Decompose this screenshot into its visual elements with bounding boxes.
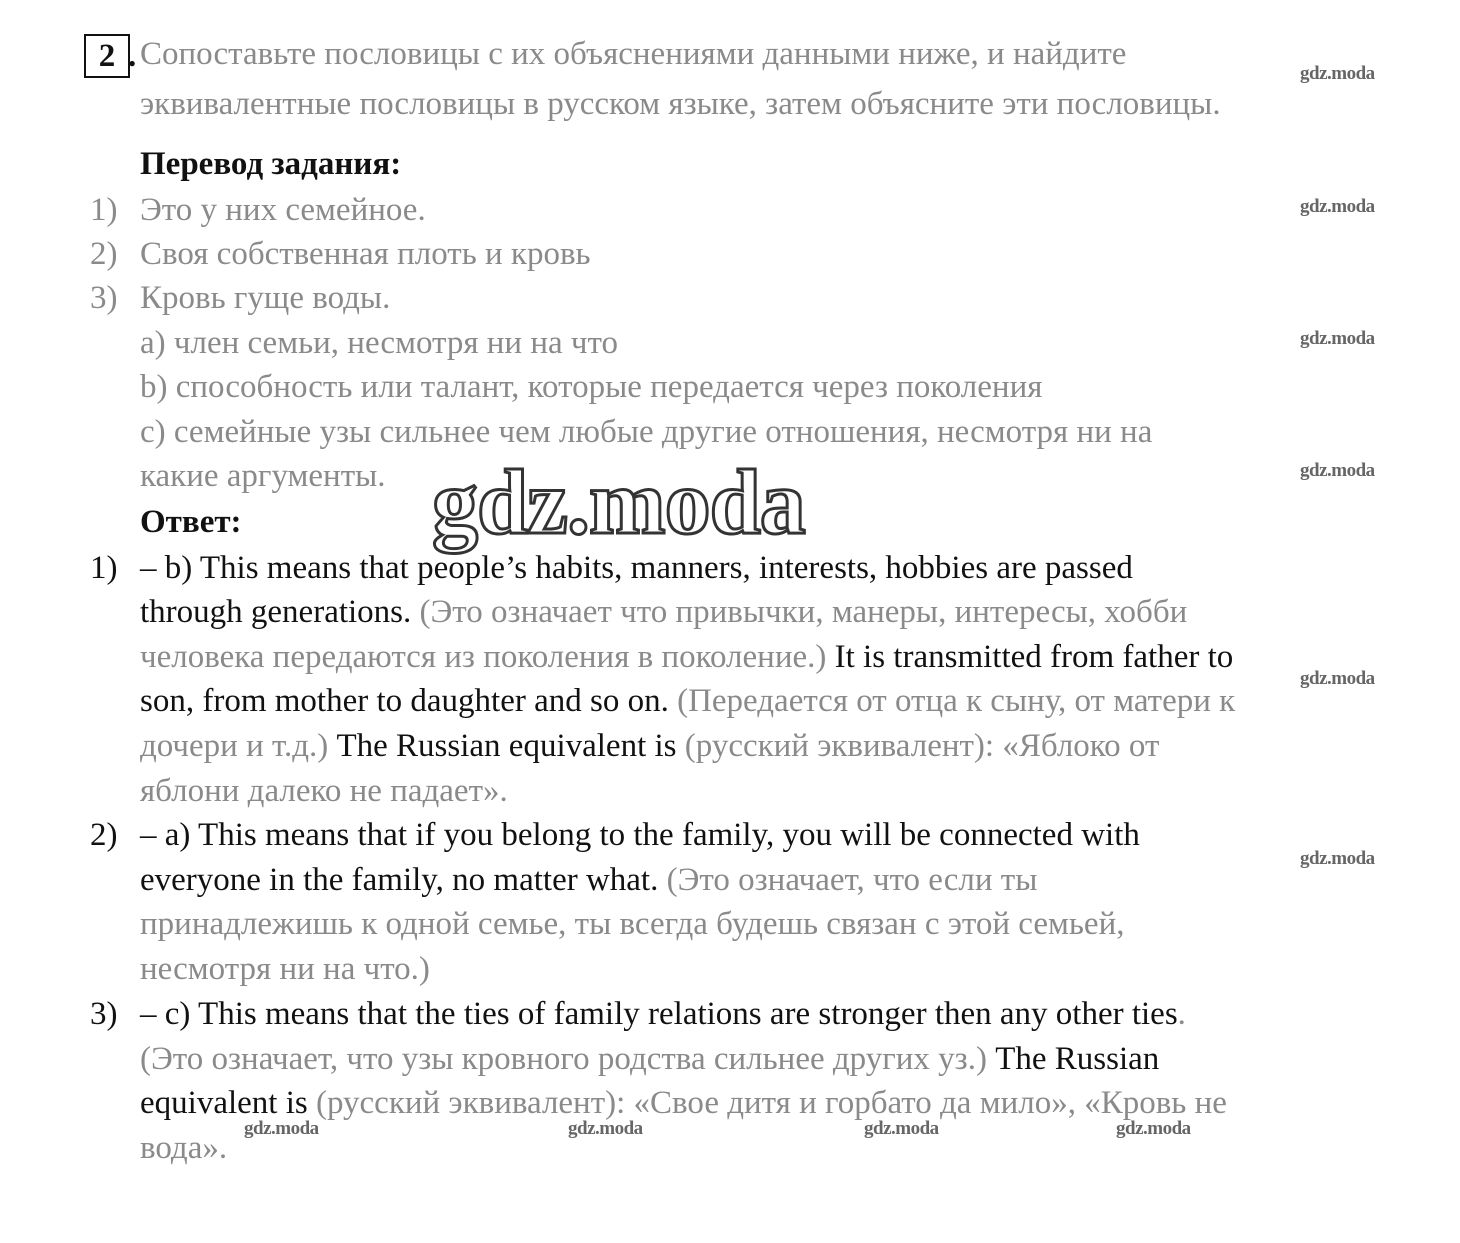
watermark-small: gdz.moda xyxy=(1300,63,1375,84)
answer-item-3-line-2-ru: (Это означает, что узы кровного родства сильнее других уз.) xyxy=(140,1041,996,1077)
answer-item-3-line-1-en: – c) This means that the ties of family relations are stronger then any other ties xyxy=(140,996,1178,1032)
answer-item-1-line-3-en: It is transmitted from father to xyxy=(834,639,1234,675)
answer-item-1-line-5-ru-b: (русский эквивалент): «Яблоко от xyxy=(676,728,1160,764)
watermark-small: gdz.moda xyxy=(1300,196,1375,217)
translation-item-2-number: 2) xyxy=(90,236,118,272)
watermark-small: gdz.moda xyxy=(244,1118,319,1139)
task-text-line-1: Сопоставьте пословицы с их объяснениями данными ниже, и найдите xyxy=(140,36,1127,72)
answer-item-1-line-4 xyxy=(140,679,1235,723)
answer-item-1-line-2 xyxy=(140,590,1187,634)
answer-item-1-line-4-en: son, from mother to daughter and so on. xyxy=(140,683,669,719)
answer-item-1-line-3 xyxy=(140,635,1233,679)
answer-item-3-line-3-en: equivalent is xyxy=(140,1085,308,1121)
watermark-small: gdz.moda xyxy=(1116,1118,1191,1139)
answer-item-1-line-5-en: The Russian equivalent is xyxy=(336,728,677,764)
answer-item-2-line-2 xyxy=(140,858,1037,902)
watermark-small: gdz.moda xyxy=(568,1118,643,1139)
answer-item-2-number: 2) xyxy=(90,817,118,853)
translation-option-a: a) член семьи, несмотря ни на что xyxy=(140,325,618,361)
answer-item-3-line-4: вода». xyxy=(140,1130,228,1166)
answer-item-2-line-2-ru: (Это означает, что если ты xyxy=(658,862,1038,898)
task-number-dot: . xyxy=(128,38,137,74)
task-number-box xyxy=(84,34,130,78)
translation-item-3-number: 3) xyxy=(90,280,118,316)
answer-item-1-line-2-en: through generations. xyxy=(140,594,412,630)
answer-item-3-line-3-ru: (русский эквивалент): «Свое дитя и горбато да мило», «Кровь не xyxy=(307,1085,1227,1121)
answer-heading: Ответ: xyxy=(140,504,242,540)
answer-item-1-line-1: – b) This means that people’s habits, manners, interests, hobbies are passed xyxy=(140,550,1133,586)
answer-item-1-line-3-ru: человека передаются из поколения в поколение.) xyxy=(140,639,835,675)
answer-item-2-line-2-en: everyone in the family, no matter what. xyxy=(140,862,659,898)
answer-item-3-line-2-en: The Russian xyxy=(995,1041,1160,1077)
answer-item-3-number: 3) xyxy=(90,996,118,1032)
answer-item-1-line-5-ru-a: дочери и т.д.) xyxy=(140,728,337,764)
watermark-small: gdz.moda xyxy=(1300,460,1375,481)
translation-item-1-text: Это у них семейное. xyxy=(140,192,426,228)
translation-item-1-number: 1) xyxy=(90,192,118,228)
answer-item-2-line-4: несмотря ни на что.) xyxy=(140,951,430,987)
answer-item-1-number: 1) xyxy=(90,550,118,586)
watermark-small: gdz.moda xyxy=(864,1118,939,1139)
translation-option-b: b) способность или талант, которые передается через поколения xyxy=(140,369,1043,405)
answer-item-1-line-6: яблони далеко не падает». xyxy=(140,773,508,809)
translation-item-2-text: Своя собственная плоть и кровь xyxy=(140,236,591,272)
answer-item-1-line-2-ru: (Это означает что привычки, манеры, интересы, хобби xyxy=(411,594,1188,630)
translation-heading: Перевод задания: xyxy=(140,146,402,182)
task-text-line-2: эквивалентные пословицы в русском языке, затем объясните эти пословицы. xyxy=(140,86,1221,122)
answer-item-3-line-1-dot: . xyxy=(1177,996,1186,1032)
answer-item-3-line-1 xyxy=(140,992,1186,1036)
answer-item-2-line-3: принадлежишь к одной семье, ты всегда будешь связан с этой семьей, xyxy=(140,906,1125,942)
answer-item-2-line-1: – a) This means that if you belong to the family, you will be connected with xyxy=(140,817,1140,853)
translation-option-c-line-1: c) семейные узы сильнее чем любые другие отношения, несмотря ни на xyxy=(140,414,1153,450)
watermark-small: gdz.moda xyxy=(1300,848,1375,869)
answer-item-1-line-4-ru: (Передается от отца к сыну, от матери к xyxy=(668,683,1236,719)
watermark-small: gdz.moda xyxy=(1300,328,1375,349)
translation-option-c-line-2: какие аргументы. xyxy=(140,458,386,494)
watermark-small: gdz.moda xyxy=(1300,668,1375,689)
answer-item-3-line-2 xyxy=(140,1037,1159,1081)
translation-item-3-text: Кровь гуще воды. xyxy=(140,280,391,316)
task-number: 2 xyxy=(98,38,116,74)
answer-item-1-line-5 xyxy=(140,724,1159,768)
watermark-large: gdz.moda xyxy=(432,451,805,553)
